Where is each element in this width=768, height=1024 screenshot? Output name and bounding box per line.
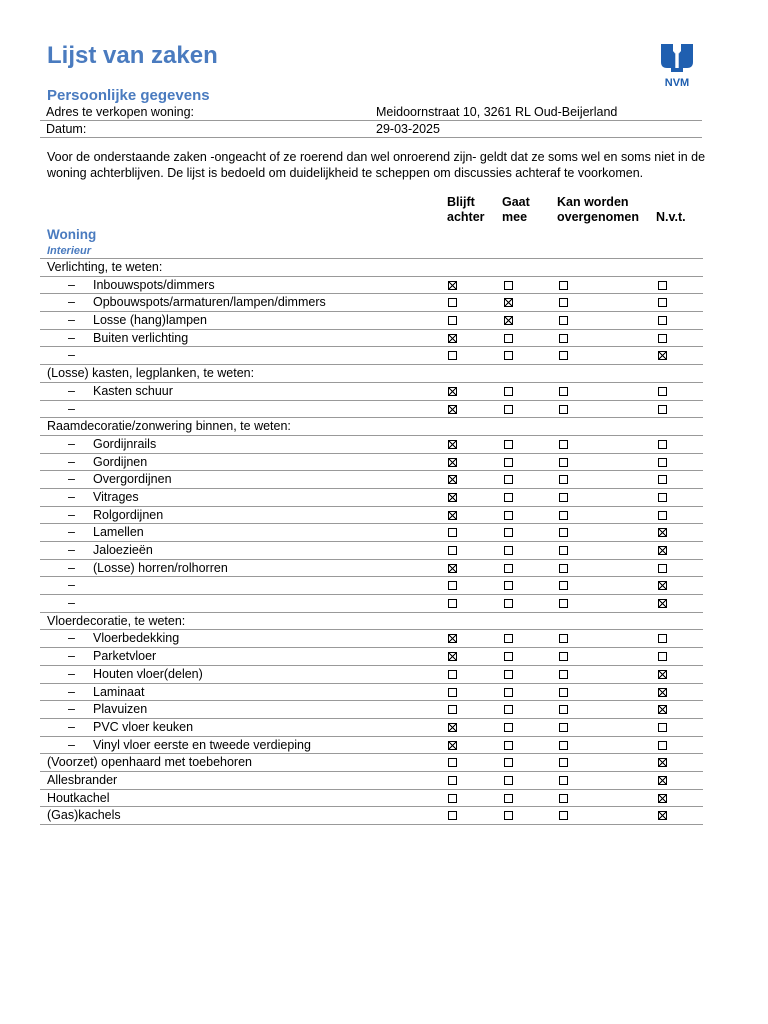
checkbox-blijft-achter[interactable] xyxy=(448,581,457,590)
col-kan-worden-overgenomen: Kan worden overgenomen xyxy=(557,195,639,224)
item-label: Kasten schuur xyxy=(93,383,173,398)
bullet-dash: – xyxy=(68,631,75,646)
checkbox-nvt[interactable] xyxy=(658,405,667,414)
checkbox-gaat-mee[interactable] xyxy=(504,794,513,803)
list-item xyxy=(40,701,703,719)
checkbox-blijft-achter[interactable] xyxy=(448,741,457,750)
checkbox-kan-worden-overgenomen[interactable] xyxy=(559,688,568,697)
checkbox-gaat-mee[interactable] xyxy=(504,811,513,820)
checkbox-kan-worden-overgenomen[interactable] xyxy=(559,387,568,396)
item-label: Gordijnrails xyxy=(93,436,157,451)
list-item xyxy=(40,471,703,489)
document-title: Lijst van zaken xyxy=(47,42,218,69)
list-item xyxy=(40,542,703,560)
bullet-dash: – xyxy=(68,507,75,522)
checkbox-kan-worden-overgenomen[interactable] xyxy=(559,528,568,537)
item-label: (Losse) horren/rolhorren xyxy=(93,560,228,575)
item-label: Losse (hang)lampen xyxy=(93,313,207,328)
checkbox-blijft-achter[interactable] xyxy=(448,493,457,502)
date-row xyxy=(40,121,702,138)
checkbox-nvt[interactable] xyxy=(658,599,667,608)
checkbox-nvt[interactable] xyxy=(658,688,667,697)
item-label: Plavuizen xyxy=(93,702,148,717)
list-item xyxy=(40,790,703,808)
list-item xyxy=(40,666,703,684)
checkbox-blijft-achter[interactable] xyxy=(448,670,457,679)
checkbox-blijft-achter[interactable] xyxy=(448,316,457,325)
checkbox-gaat-mee[interactable] xyxy=(504,652,513,661)
checkbox-kan-worden-overgenomen[interactable] xyxy=(559,670,568,679)
list-item xyxy=(40,630,703,648)
col-gaat-mee: Gaat mee xyxy=(502,195,530,224)
checkbox-nvt[interactable] xyxy=(658,334,667,343)
checkbox-nvt[interactable] xyxy=(658,776,667,785)
category-row xyxy=(40,418,703,436)
checkbox-gaat-mee[interactable] xyxy=(504,670,513,679)
checkbox-kan-worden-overgenomen[interactable] xyxy=(559,741,568,750)
section-woning: Woning xyxy=(47,227,97,242)
checkbox-blijft-achter[interactable] xyxy=(448,688,457,697)
item-label: Houtkachel xyxy=(47,790,110,805)
bullet-dash: – xyxy=(68,489,75,504)
checkbox-nvt[interactable] xyxy=(658,475,667,484)
category-row xyxy=(40,613,703,631)
checkbox-nvt[interactable] xyxy=(658,316,667,325)
item-label: Overgordijnen xyxy=(93,472,172,487)
checkbox-blijft-achter[interactable] xyxy=(448,652,457,661)
checkbox-gaat-mee[interactable] xyxy=(504,298,513,307)
checkbox-kan-worden-overgenomen[interactable] xyxy=(559,776,568,785)
checkbox-blijft-achter[interactable] xyxy=(448,723,457,732)
checkbox-gaat-mee[interactable] xyxy=(504,387,513,396)
checkbox-nvt[interactable] xyxy=(658,811,667,820)
checkbox-blijft-achter[interactable] xyxy=(448,564,457,573)
personal-heading: Persoonlijke gegevens xyxy=(47,87,210,104)
checkbox-blijft-achter[interactable] xyxy=(448,475,457,484)
bullet-dash: – xyxy=(68,666,75,681)
checkbox-nvt[interactable] xyxy=(658,794,667,803)
list-item xyxy=(40,454,703,472)
checkbox-kan-worden-overgenomen[interactable] xyxy=(559,546,568,555)
item-label: Inbouwspots/dimmers xyxy=(93,277,215,292)
bullet-dash: – xyxy=(68,702,75,717)
checkbox-kan-worden-overgenomen[interactable] xyxy=(559,581,568,590)
bullet-dash: – xyxy=(68,295,75,310)
item-label: (Voorzet) openhaard met toebehoren xyxy=(47,755,252,770)
checkbox-nvt[interactable] xyxy=(658,458,667,467)
checkbox-kan-worden-overgenomen[interactable] xyxy=(559,794,568,803)
checkbox-gaat-mee[interactable] xyxy=(504,564,513,573)
checkbox-nvt[interactable] xyxy=(658,440,667,449)
item-label: (Losse) kasten, legplanken, te weten: xyxy=(47,366,255,381)
checkbox-kan-worden-overgenomen[interactable] xyxy=(559,298,568,307)
checkbox-nvt[interactable] xyxy=(658,564,667,573)
item-label: Rolgordijnen xyxy=(93,507,164,522)
checkbox-gaat-mee[interactable] xyxy=(504,281,513,290)
checkbox-kan-worden-overgenomen[interactable] xyxy=(559,334,568,343)
checkbox-gaat-mee[interactable] xyxy=(504,634,513,643)
checkbox-blijft-achter[interactable] xyxy=(448,405,457,414)
bullet-dash: – xyxy=(68,401,75,416)
list-item xyxy=(40,330,703,348)
checkbox-kan-worden-overgenomen[interactable] xyxy=(559,405,568,414)
checkbox-gaat-mee[interactable] xyxy=(504,758,513,767)
category-row xyxy=(40,259,703,277)
list-item xyxy=(40,648,703,666)
bullet-dash: – xyxy=(68,277,75,292)
checkbox-blijft-achter[interactable] xyxy=(448,511,457,520)
item-label: Opbouwspots/armaturen/lampen/dimmers xyxy=(93,295,326,310)
bullet-dash: – xyxy=(68,560,75,575)
checkbox-gaat-mee[interactable] xyxy=(504,741,513,750)
checkbox-gaat-mee[interactable] xyxy=(504,316,513,325)
checkbox-gaat-mee[interactable] xyxy=(504,581,513,590)
nvm-logo xyxy=(659,42,695,88)
date-label: Datum: xyxy=(40,121,376,138)
list-item xyxy=(40,524,703,542)
item-label: Gordijnen xyxy=(93,454,148,469)
checkbox-kan-worden-overgenomen[interactable] xyxy=(559,652,568,661)
checkbox-kan-worden-overgenomen[interactable] xyxy=(559,475,568,484)
list-item xyxy=(40,577,703,595)
checkbox-gaat-mee[interactable] xyxy=(504,351,513,360)
list-item xyxy=(40,807,703,825)
list-item xyxy=(40,719,703,737)
checkbox-blijft-achter[interactable] xyxy=(448,758,457,767)
bullet-dash: – xyxy=(68,472,75,487)
list-item xyxy=(40,347,703,365)
checkbox-gaat-mee[interactable] xyxy=(504,334,513,343)
bullet-dash: – xyxy=(68,525,75,540)
list-item xyxy=(40,737,703,755)
item-label: Laminaat xyxy=(93,684,145,699)
checkbox-nvt[interactable] xyxy=(658,281,667,290)
item-label: Allesbrander xyxy=(47,772,118,787)
checkbox-gaat-mee[interactable] xyxy=(504,705,513,714)
item-label: Houten vloer(delen) xyxy=(93,666,203,681)
checkbox-blijft-achter[interactable] xyxy=(448,546,457,555)
list-item xyxy=(40,294,703,312)
checkbox-kan-worden-overgenomen[interactable] xyxy=(559,351,568,360)
bullet-dash: – xyxy=(68,719,75,734)
checkbox-gaat-mee[interactable] xyxy=(504,493,513,502)
checkbox-kan-worden-overgenomen[interactable] xyxy=(559,599,568,608)
list-item xyxy=(40,754,703,772)
checkbox-gaat-mee[interactable] xyxy=(504,723,513,732)
bullet-dash: – xyxy=(68,684,75,699)
list-item xyxy=(40,560,703,578)
item-label: Parketvloer xyxy=(93,649,157,664)
checkbox-blijft-achter[interactable] xyxy=(448,811,457,820)
list-item xyxy=(40,595,703,613)
checkbox-kan-worden-overgenomen[interactable] xyxy=(559,634,568,643)
items-list xyxy=(40,258,703,825)
checkbox-gaat-mee[interactable] xyxy=(504,511,513,520)
checkbox-gaat-mee[interactable] xyxy=(504,458,513,467)
checkbox-nvt[interactable] xyxy=(658,511,667,520)
list-item xyxy=(40,436,703,454)
checkbox-gaat-mee[interactable] xyxy=(504,599,513,608)
checkbox-blijft-achter[interactable] xyxy=(448,458,457,467)
checkbox-gaat-mee[interactable] xyxy=(504,405,513,414)
item-label: PVC vloer keuken xyxy=(93,719,194,734)
checkbox-kan-worden-overgenomen[interactable] xyxy=(559,811,568,820)
list-item xyxy=(40,312,703,330)
checkbox-kan-worden-overgenomen[interactable] xyxy=(559,316,568,325)
checkbox-blijft-achter[interactable] xyxy=(448,351,457,360)
checkbox-nvt[interactable] xyxy=(658,528,667,537)
checkbox-nvt[interactable] xyxy=(658,387,667,396)
checkbox-nvt[interactable] xyxy=(658,634,667,643)
col-blijft-achter: Blijft achter xyxy=(447,195,485,224)
checkbox-nvt[interactable] xyxy=(658,670,667,679)
list-item xyxy=(40,383,703,401)
checkbox-gaat-mee[interactable] xyxy=(504,546,513,555)
checkbox-gaat-mee[interactable] xyxy=(504,776,513,785)
date-value: 29-03-2025 xyxy=(376,121,702,138)
list-item xyxy=(40,772,703,790)
checkbox-kan-worden-overgenomen[interactable] xyxy=(559,564,568,573)
checkbox-nvt[interactable] xyxy=(658,546,667,555)
bullet-dash: – xyxy=(68,578,75,593)
checkbox-kan-worden-overgenomen[interactable] xyxy=(559,281,568,290)
checkbox-kan-worden-overgenomen[interactable] xyxy=(559,440,568,449)
col-nvt: N.v.t. xyxy=(656,210,686,224)
checkbox-blijft-achter[interactable] xyxy=(448,634,457,643)
checkbox-blijft-achter[interactable] xyxy=(448,387,457,396)
checkbox-nvt[interactable] xyxy=(658,758,667,767)
checkbox-nvt[interactable] xyxy=(658,723,667,732)
logo-text: NVM xyxy=(664,77,690,88)
item-label: Raamdecoratie/zonwering binnen, te weten: xyxy=(47,419,291,434)
category-row xyxy=(40,365,703,383)
checkbox-blijft-achter[interactable] xyxy=(448,705,457,714)
item-label: Verlichting, te weten: xyxy=(47,260,163,274)
item-label: Buiten verlichting xyxy=(93,330,189,345)
bullet-dash: – xyxy=(68,454,75,469)
item-label: Vloerdecoratie, te weten: xyxy=(47,613,186,628)
checkbox-nvt[interactable] xyxy=(658,652,667,661)
checkbox-nvt[interactable] xyxy=(658,581,667,590)
checkbox-nvt[interactable] xyxy=(658,741,667,750)
checkbox-kan-worden-overgenomen[interactable] xyxy=(559,493,568,502)
address-row xyxy=(40,104,702,121)
subsection-interieur: Interieur xyxy=(47,245,92,257)
bullet-dash: – xyxy=(68,383,75,398)
bullet-dash: – xyxy=(68,313,75,328)
checkbox-kan-worden-overgenomen[interactable] xyxy=(559,458,568,467)
checkbox-blijft-achter[interactable] xyxy=(448,298,457,307)
checkbox-nvt[interactable] xyxy=(658,705,667,714)
bullet-dash: – xyxy=(68,348,75,363)
item-label: Vitrages xyxy=(93,489,139,504)
checkbox-gaat-mee[interactable] xyxy=(504,528,513,537)
intro-text: Voor de onderstaande zaken -ongeacht of ze roerend dan wel onroerend zijn- geldt dat ze soms wel en soms niet in de woning achterblijven. De lijst is bedoeld om duidelijkheid te scheppen om discussies achteraf te voorkomen. xyxy=(47,150,706,180)
bullet-dash: – xyxy=(68,436,75,451)
bullet-dash: – xyxy=(68,330,75,345)
bullet-dash: – xyxy=(68,543,75,557)
list-item xyxy=(40,277,703,295)
personal-table xyxy=(40,104,702,138)
item-label: Vinyl vloer eerste en tweede verdieping xyxy=(93,737,311,752)
checkbox-blijft-achter[interactable] xyxy=(448,281,457,290)
bullet-dash: – xyxy=(68,649,75,664)
address-label: Adres te verkopen woning: xyxy=(40,104,376,121)
address-value: Meidoornstraat 10, 3261 RL Oud-Beijerland xyxy=(376,104,702,121)
item-label: (Gas)kachels xyxy=(47,808,121,823)
checkbox-gaat-mee[interactable] xyxy=(504,688,513,697)
checkbox-kan-worden-overgenomen[interactable] xyxy=(559,758,568,767)
list-item xyxy=(40,489,703,507)
checkbox-nvt[interactable] xyxy=(658,351,667,360)
bullet-dash: – xyxy=(68,737,75,752)
checkbox-kan-worden-overgenomen[interactable] xyxy=(559,511,568,520)
checkbox-gaat-mee[interactable] xyxy=(504,475,513,484)
checkbox-nvt[interactable] xyxy=(658,298,667,307)
checkbox-blijft-achter[interactable] xyxy=(448,334,457,343)
checkbox-blijft-achter[interactable] xyxy=(448,528,457,537)
checkbox-blijft-achter[interactable] xyxy=(448,440,457,449)
checkbox-nvt[interactable] xyxy=(658,493,667,502)
checkbox-kan-worden-overgenomen[interactable] xyxy=(559,723,568,732)
checkbox-blijft-achter[interactable] xyxy=(448,599,457,608)
checkbox-kan-worden-overgenomen[interactable] xyxy=(559,705,568,714)
checkbox-gaat-mee[interactable] xyxy=(504,440,513,449)
bullet-dash: – xyxy=(68,596,75,611)
list-item xyxy=(40,401,703,419)
list-item xyxy=(40,684,703,702)
item-label: Lamellen xyxy=(93,525,144,540)
list-item xyxy=(40,507,703,525)
checkbox-blijft-achter[interactable] xyxy=(448,794,457,803)
item-label: Jaloezieën xyxy=(93,543,153,557)
checkbox-blijft-achter[interactable] xyxy=(448,776,457,785)
item-label: Vloerbedekking xyxy=(93,631,180,646)
